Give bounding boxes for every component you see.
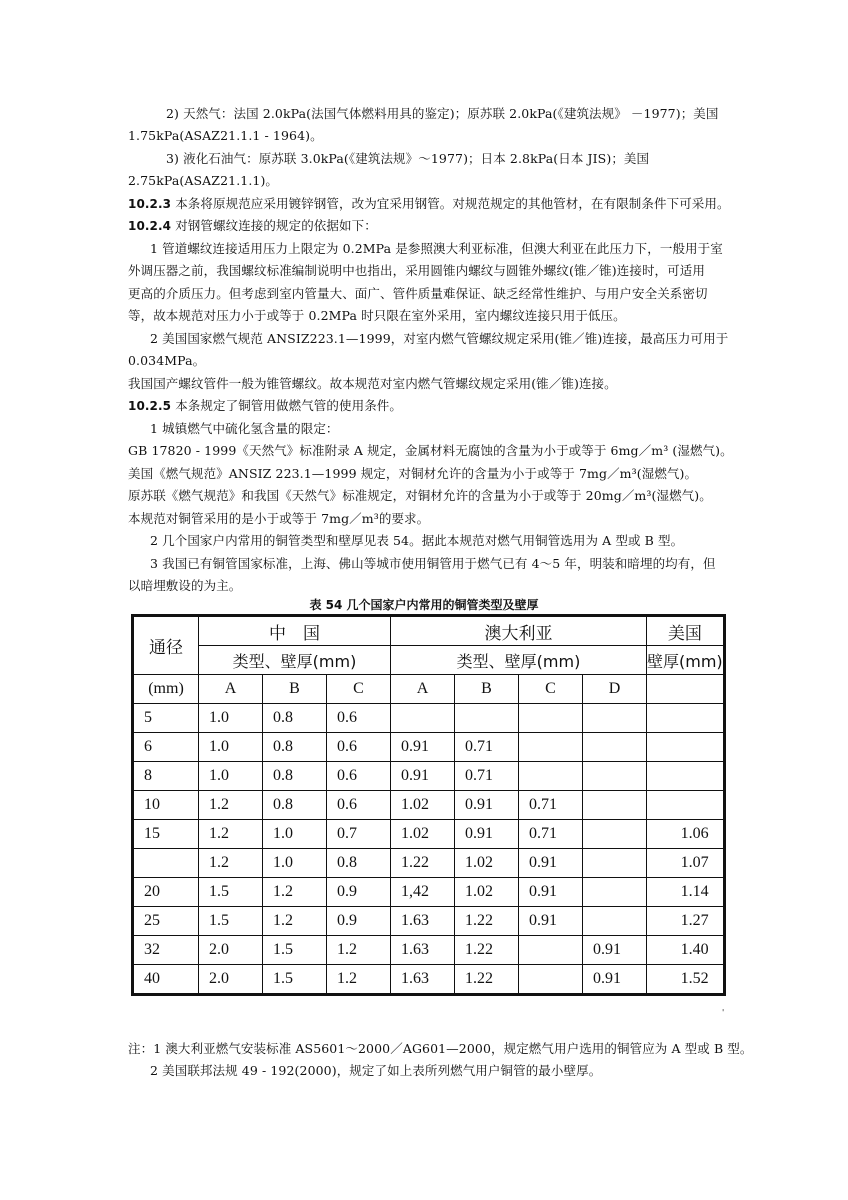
cell-thickness: 1.02 bbox=[391, 820, 455, 849]
cell-diameter: 6 bbox=[133, 733, 199, 762]
cell-thickness: 1.0 bbox=[199, 762, 263, 791]
cell-diameter: 15 bbox=[133, 820, 199, 849]
cell-thickness: 0.8 bbox=[263, 733, 327, 762]
cell-thickness bbox=[519, 704, 583, 733]
note-line: 注：1 澳大利亚燃气安装标准 AS5601～2000／AG601—2000，规定燃气用户选用的铜管应为 A 型或 B 型。 bbox=[128, 1041, 753, 1056]
text-line: 0.034MPa。 bbox=[128, 353, 206, 368]
table-row bbox=[133, 820, 725, 849]
text-line: 1 管道螺纹连接适用压力上限定为 0.2MPa 是参照澳大利亚标准，但澳大利亚在此压力下，一般用于室 bbox=[150, 241, 723, 256]
cell-thickness: 1.2 bbox=[263, 878, 327, 907]
cell-diameter: 5 bbox=[133, 704, 199, 733]
cell-thickness: 1.2 bbox=[199, 849, 263, 878]
header-type: A bbox=[391, 675, 455, 704]
table-row bbox=[133, 791, 725, 820]
cell-thickness: 0.71 bbox=[455, 733, 519, 762]
cell-thickness: 1.2 bbox=[199, 791, 263, 820]
cell-thickness bbox=[647, 791, 725, 820]
cell-thickness: 1.52 bbox=[647, 965, 725, 995]
cell-thickness bbox=[583, 762, 647, 791]
text-line: 我国国产螺纹管件一般为锥管螺纹。故本规范对室内燃气管螺纹规定采用(锥／锥)连接。 bbox=[128, 376, 617, 391]
text-line: 2 几个国家户内常用的铜管类型和壁厚见表 54。据此本规范对燃气用铜管选用为 A 型或 B 型。 bbox=[150, 533, 684, 548]
text-line: 3) 液化石油气：原苏联 3.0kPa(《建筑法规》～1977)；日本 2.8kPa(日本 JIS)；美国 bbox=[166, 151, 650, 166]
header-type: A bbox=[199, 675, 263, 704]
header-wall-usa: 壁厚(mm) bbox=[647, 646, 725, 675]
cell-thickness bbox=[583, 849, 647, 878]
cell-thickness: 0.8 bbox=[263, 762, 327, 791]
header-type: D bbox=[583, 675, 647, 704]
header-type: B bbox=[455, 675, 519, 704]
cell-thickness: 1.22 bbox=[455, 965, 519, 995]
cell-thickness: 0.91 bbox=[391, 733, 455, 762]
cell-diameter bbox=[133, 849, 199, 878]
cell-thickness: 1.5 bbox=[199, 878, 263, 907]
text-line: 对钢管螺纹连接的规定的依据如下： bbox=[175, 218, 377, 233]
cell-thickness: 1.0 bbox=[199, 704, 263, 733]
cell-thickness bbox=[519, 965, 583, 995]
cell-thickness: 0.8 bbox=[263, 791, 327, 820]
cell-thickness: 1.02 bbox=[455, 878, 519, 907]
text-line: 3 我国已有铜管国家标准，上海、佛山等城市使用铜管用于燃气已有 4～5 年，明装和暗埋的均有，但 bbox=[150, 556, 716, 571]
cell-thickness: 1.2 bbox=[263, 907, 327, 936]
text-line: 等，故本规范对压力小于或等于 0.2MPa 时只限在室外采用，室内螺纹连接只用于低压。 bbox=[128, 308, 626, 323]
cell-thickness bbox=[647, 704, 725, 733]
text-line: 原苏联《燃气规范》和我国《天然气》标准规定，对铜材允许的含量为小于或等于 20mg／m³(湿燃气)。 bbox=[128, 488, 712, 503]
table-row bbox=[133, 936, 725, 965]
cell-thickness: 0.8 bbox=[263, 704, 327, 733]
cell-thickness: 0.7 bbox=[327, 820, 391, 849]
cell-thickness bbox=[391, 704, 455, 733]
cell-thickness bbox=[583, 704, 647, 733]
table-row bbox=[133, 849, 725, 878]
cell-thickness: 1.02 bbox=[455, 849, 519, 878]
cell-thickness bbox=[583, 820, 647, 849]
cell-thickness bbox=[583, 791, 647, 820]
table-caption: 表 54 几个国家户内常用的铜管类型及壁厚 bbox=[309, 598, 539, 612]
paragraph-10-2-3 bbox=[128, 196, 728, 212]
cell-thickness: 1.14 bbox=[647, 878, 725, 907]
header-australia: 澳大利亚 bbox=[391, 616, 647, 646]
text-line: GB 17820 - 1999《天然气》标准附录 A 规定，金属材料无腐蚀的含量为小于或等于 6mg／m³ (湿燃气)。 bbox=[128, 443, 733, 458]
header-usa: 美国 bbox=[647, 616, 725, 646]
cell-diameter: 20 bbox=[133, 878, 199, 907]
header-blank bbox=[647, 675, 725, 704]
cell-thickness bbox=[519, 733, 583, 762]
header-type: C bbox=[327, 675, 391, 704]
header-china: 中 国 bbox=[199, 616, 391, 646]
cell-thickness: 2.0 bbox=[199, 965, 263, 995]
cell-thickness: 1.63 bbox=[391, 907, 455, 936]
cell-thickness bbox=[583, 733, 647, 762]
section-number: 10.2.3 bbox=[128, 197, 172, 211]
text-line: 1.75kPa(ASAZ21.1.1 - 1964)。 bbox=[128, 128, 323, 143]
header-diameter: 通径 bbox=[133, 616, 199, 675]
copper-pipe-table bbox=[131, 614, 726, 996]
note-line: 2 美国联邦法规 49 - 192(2000)，规定了如上表所列燃气用户铜管的最小壁厚。 bbox=[150, 1063, 602, 1078]
header-type-wall-australia: 类型、壁厚(mm) bbox=[391, 646, 647, 675]
text-line: 2 美国国家燃气规范 ANSIZ223.1—1999，对室内燃气管螺纹规定采用(锥／锥)连接，最高压力可用于 bbox=[150, 331, 729, 346]
text-line: 本条将原规范应采用镀锌钢管，改为宜采用钢管。对规范规定的其他管材，在有限制条件下可采用。 bbox=[175, 196, 730, 211]
cell-thickness: 0.71 bbox=[519, 820, 583, 849]
cell-thickness bbox=[519, 936, 583, 965]
header-diameter-unit: (mm) bbox=[133, 675, 199, 704]
cell-thickness: 1.27 bbox=[647, 907, 725, 936]
text-line: 以暗埋敷设的为主。 bbox=[128, 578, 242, 593]
text-line: 1 城镇燃气中硫化氢含量的限定： bbox=[150, 421, 339, 436]
cell-thickness: 2.0 bbox=[199, 936, 263, 965]
section-number: 10.2.5 bbox=[128, 399, 172, 413]
header-type: C bbox=[519, 675, 583, 704]
cell-thickness bbox=[455, 704, 519, 733]
paragraph-10-2-4 bbox=[128, 218, 728, 234]
cell-thickness: 0.6 bbox=[327, 791, 391, 820]
cell-thickness: 0.71 bbox=[455, 762, 519, 791]
cell-thickness: 1.63 bbox=[391, 965, 455, 995]
cell-thickness: 1.2 bbox=[199, 820, 263, 849]
cell-thickness: 1.06 bbox=[647, 820, 725, 849]
cell-thickness: 0.91 bbox=[583, 965, 647, 995]
cell-thickness bbox=[647, 762, 725, 791]
cell-diameter: 8 bbox=[133, 762, 199, 791]
cell-thickness: 1.2 bbox=[327, 936, 391, 965]
table-row bbox=[133, 965, 725, 995]
table-row bbox=[133, 762, 725, 791]
cell-thickness: 1.22 bbox=[455, 936, 519, 965]
cell-thickness: 1.63 bbox=[391, 936, 455, 965]
text-line: 更高的介质压力。但考虑到室内管量大、面广、管件质量难保证、缺乏经常性维护、与用户安全关系密切 bbox=[128, 286, 708, 301]
stray-mark: ' bbox=[722, 1008, 725, 1017]
cell-thickness bbox=[583, 878, 647, 907]
cell-thickness: 0.9 bbox=[327, 907, 391, 936]
section-number: 10.2.4 bbox=[128, 219, 172, 233]
cell-thickness: 0.8 bbox=[327, 849, 391, 878]
paragraph-10-2-5 bbox=[128, 398, 728, 414]
cell-thickness: 0.6 bbox=[327, 704, 391, 733]
cell-thickness: 1.0 bbox=[263, 849, 327, 878]
table-row bbox=[133, 878, 725, 907]
cell-thickness: 1.22 bbox=[455, 907, 519, 936]
cell-thickness: 0.9 bbox=[327, 878, 391, 907]
cell-thickness: 0.91 bbox=[391, 762, 455, 791]
text-line: 本规范对铜管采用的是小于或等于 7mg／m³的要求。 bbox=[128, 511, 430, 526]
cell-thickness: 1.0 bbox=[263, 820, 327, 849]
cell-thickness: 1.5 bbox=[263, 965, 327, 995]
cell-thickness: 0.6 bbox=[327, 762, 391, 791]
text-line: 外调压器之前，我国螺纹标准编制说明中也指出，采用圆锥内螺纹与圆锥外螺纹(锥／锥)连接时，可适用 bbox=[128, 263, 705, 278]
cell-diameter: 32 bbox=[133, 936, 199, 965]
cell-thickness bbox=[647, 733, 725, 762]
cell-thickness: 1.5 bbox=[263, 936, 327, 965]
cell-thickness: 1.22 bbox=[391, 849, 455, 878]
table-row bbox=[133, 733, 725, 762]
cell-thickness: 1.0 bbox=[199, 733, 263, 762]
cell-thickness: 1,42 bbox=[391, 878, 455, 907]
cell-diameter: 10 bbox=[133, 791, 199, 820]
header-type-wall-china: 类型、壁厚(mm) bbox=[199, 646, 391, 675]
text-line: 本条规定了铜管用做燃气管的使用条件。 bbox=[175, 398, 403, 413]
cell-thickness: 1.2 bbox=[327, 965, 391, 995]
cell-thickness: 0.91 bbox=[519, 878, 583, 907]
text-line: 美国《燃气规范》ANSIZ 223.1—1999 规定，对铜材允许的含量为小于或等于 7mg／m³(湿燃气)。 bbox=[128, 466, 698, 481]
cell-thickness: 0.91 bbox=[519, 907, 583, 936]
cell-diameter: 25 bbox=[133, 907, 199, 936]
cell-thickness: 0.71 bbox=[519, 791, 583, 820]
header-type: B bbox=[263, 675, 327, 704]
table-row bbox=[133, 704, 725, 733]
cell-thickness: 1.07 bbox=[647, 849, 725, 878]
cell-thickness: 0.91 bbox=[455, 791, 519, 820]
cell-thickness: 0.91 bbox=[519, 849, 583, 878]
cell-thickness: 0.91 bbox=[583, 936, 647, 965]
cell-thickness: 1.5 bbox=[199, 907, 263, 936]
cell-thickness bbox=[583, 907, 647, 936]
table-body bbox=[133, 704, 725, 995]
text-line: 2) 天然气：法国 2.0kPa(法国气体燃料用具的鉴定)；原苏联 2.0kPa(《建筑法规》 －1977)；美国 bbox=[166, 106, 719, 121]
cell-diameter: 40 bbox=[133, 965, 199, 995]
cell-thickness: 0.6 bbox=[327, 733, 391, 762]
cell-thickness bbox=[519, 762, 583, 791]
cell-thickness: 1.40 bbox=[647, 936, 725, 965]
table-row bbox=[133, 907, 725, 936]
cell-thickness: 1.02 bbox=[391, 791, 455, 820]
cell-thickness: 0.91 bbox=[455, 820, 519, 849]
text-line: 2.75kPa(ASAZ21.1.1)。 bbox=[128, 173, 279, 188]
